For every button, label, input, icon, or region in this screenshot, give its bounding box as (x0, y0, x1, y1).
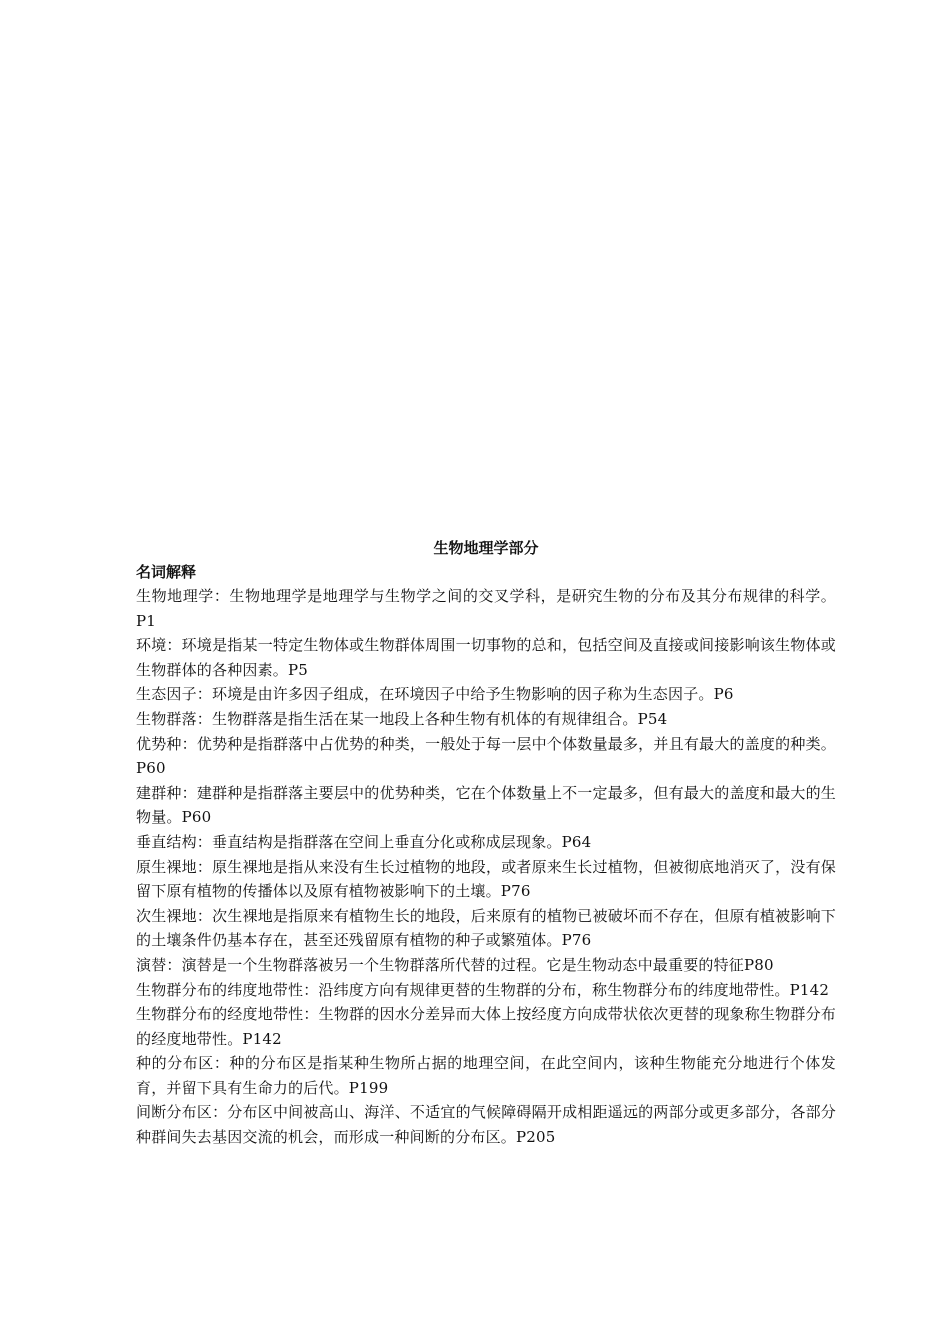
definition-entry: 建群种：建群种是指群落主要层中的优势种类，它在个体数量上不一定最多，但有最大的盖度和最大的生物量。P60 (136, 783, 836, 827)
definition-entry: 生物群分布的经度地带性：生物群的因水分差异而大体上按经度方向成带状依次更替的现象称生物群分布的经度地带性。P142 (136, 1005, 836, 1048)
definition-entry: 间断分布区：分布区中间被高山、海洋、不适宜的气候障碍隔开成相距遥远的两部分或更多部分，各部分种群间失去基因交流的机会，而形成一种间断的分布区。P205 (136, 1103, 836, 1147)
definition-entry: 生物群落：生物群落是指生活在某一地段上各种生物有机体的有规律组合。P54 (136, 709, 668, 728)
definition-entry: 演替：演替是一个生物群落被另一个生物群落所代替的过程。它是生物动态中最重要的特征P80 (136, 955, 774, 974)
definition-entry: 环境：环境是指某一特定生物体或生物群体周围一切事物的总和，包括空间及直接或间接影响该生物体或生物群体的各种因素。P5 (136, 636, 836, 679)
section-heading: 名词解释 (136, 563, 197, 581)
definition-entry: 生物地理学：生物地理学是地理学与生物学之间的交叉学科，是研究生物的分布及其分布规律的科学。P1 (136, 587, 836, 630)
definition-entry: 次生裸地：次生裸地是指原来有植物生长的地段，后来原有的植物已被破坏而不存在，但原有植被影响下的土壤条件仍基本存在，甚至还残留原有植物的种子或繁殖体。P76 (136, 906, 836, 950)
document-body (136, 536, 836, 1150)
definition-entry: 原生裸地：原生裸地是指从来没有生长过植物的地段，或者原来生长过植物，但被彻底地消灭了，没有保留下原有植物的传播体以及原有植物被影响下的土壤。P76 (136, 857, 836, 901)
definition-entry: 生物群分布的纬度地带性：沿纬度方向有规律更替的生物群的分布，称生物群分布的纬度地带性。P142 (136, 980, 830, 999)
definition-entry: 垂直结构：垂直结构是指群落在空间上垂直分化或称成层现象。P64 (136, 832, 592, 851)
definition-entry: 生态因子：环境是由许多因子组成，在环境因子中给予生物影响的因子称为生态因子。P6 (136, 685, 734, 704)
definition-entry: 种的分布区：种的分布区是指某种生物所占据的地理空间，在此空间内，该种生物能充分地进行个体发育，并留下具有生命力的后代。P199 (136, 1054, 836, 1097)
definition-entry: 优势种：优势种是指群落中占优势的种类，一般处于每一层中个体数量最多，并且有最大的盖度的种类。P60 (136, 734, 836, 778)
document-title: 生物地理学部分 (433, 539, 539, 557)
